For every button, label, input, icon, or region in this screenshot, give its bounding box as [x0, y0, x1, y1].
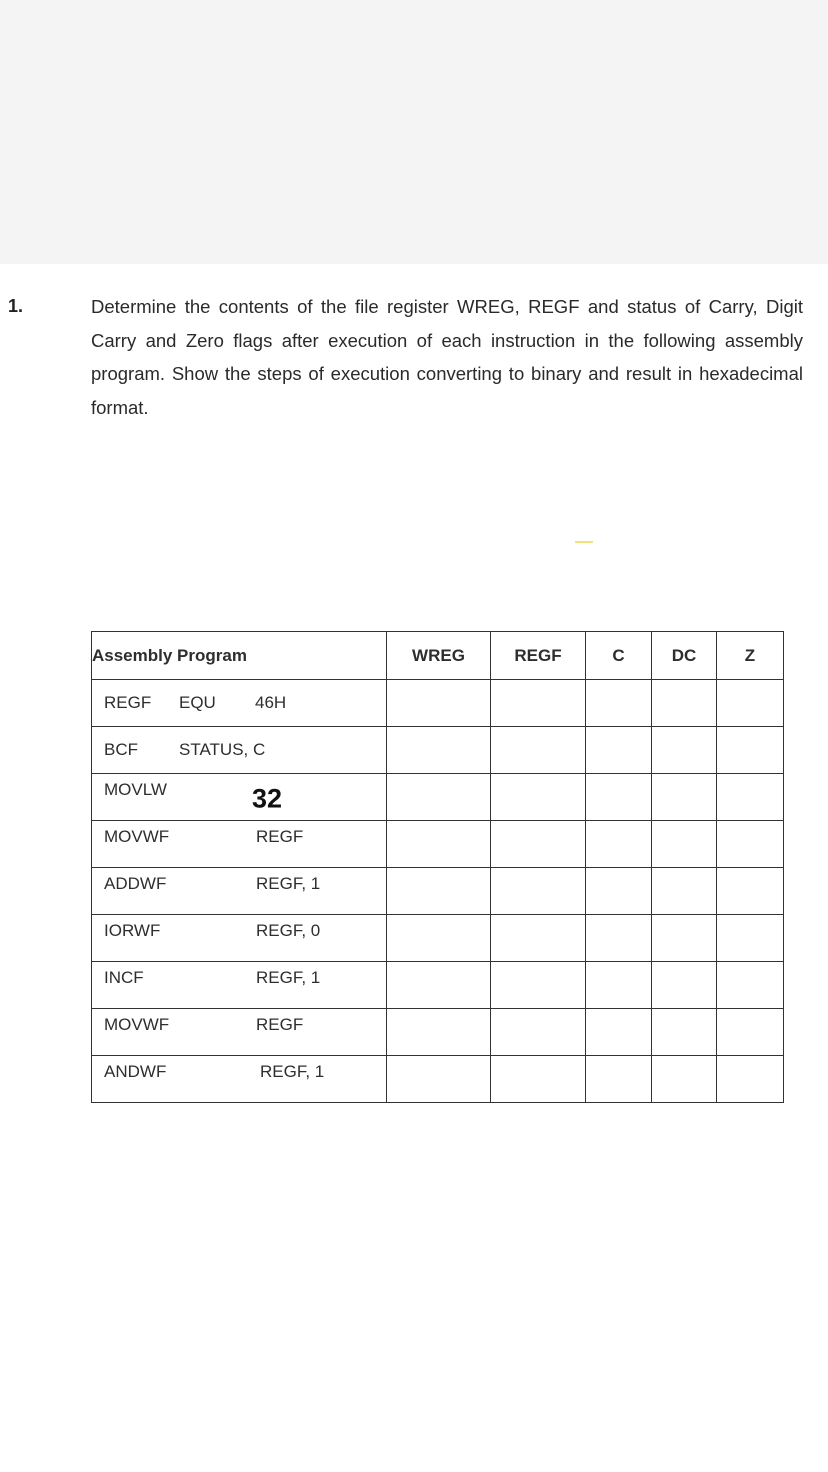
zero-cell[interactable] [717, 680, 784, 727]
wreg-cell[interactable] [387, 1056, 491, 1103]
header-digit-carry: DC [652, 632, 717, 680]
digit-carry-cell[interactable] [652, 774, 717, 821]
mnemonic: ADDWF [104, 873, 167, 893]
wreg-cell[interactable] [387, 727, 491, 774]
carry-cell[interactable] [586, 821, 652, 868]
zero-cell[interactable] [717, 962, 784, 1009]
wreg-cell[interactable] [387, 1009, 491, 1056]
program-cell [92, 868, 387, 915]
mnemonic: ANDWF [104, 1061, 167, 1081]
program-cell [92, 680, 387, 727]
zero-cell[interactable] [717, 1009, 784, 1056]
table-row [92, 1009, 784, 1056]
highlight-mark [575, 541, 593, 543]
mnemonic: INCF [104, 967, 144, 987]
zero-cell[interactable] [717, 821, 784, 868]
digit-carry-cell[interactable] [652, 1056, 717, 1103]
carry-cell[interactable] [586, 774, 652, 821]
table-row [92, 962, 784, 1009]
program-cell [92, 962, 387, 1009]
program-cell [92, 1056, 387, 1103]
header-carry: C [586, 632, 652, 680]
table-row [92, 727, 784, 774]
carry-cell[interactable] [586, 915, 652, 962]
table-row [92, 680, 784, 727]
table-row [92, 915, 784, 962]
operand: 32 [252, 783, 283, 814]
zero-cell[interactable] [717, 774, 784, 821]
header-regf: REGF [491, 632, 586, 680]
operand: REGF, 1 [256, 873, 321, 893]
header-wreg: WREG [387, 632, 491, 680]
digit-carry-cell[interactable] [652, 868, 717, 915]
blank-top-band [0, 0, 828, 264]
operand: REGF [256, 826, 304, 846]
carry-cell[interactable] [586, 1056, 652, 1103]
zero-cell[interactable] [717, 915, 784, 962]
regf-cell[interactable] [491, 821, 586, 868]
digit-carry-cell[interactable] [652, 821, 717, 868]
carry-cell[interactable] [586, 868, 652, 915]
regf-cell[interactable] [491, 727, 586, 774]
table-row [92, 821, 784, 868]
question-number: 1. [8, 296, 24, 316]
table-header-row [92, 632, 784, 680]
operand: REGF, 0 [256, 920, 321, 940]
mnemonic: MOVWF [104, 826, 170, 846]
program-cell [92, 727, 387, 774]
digit-carry-cell[interactable] [652, 1009, 717, 1056]
zero-cell[interactable] [717, 727, 784, 774]
operand: REGF [256, 1014, 304, 1034]
regf-cell[interactable] [491, 680, 586, 727]
digit-carry-cell[interactable] [652, 962, 717, 1009]
question-text: Determine the contents of the file register WREG, REGF and status of Carry, Digit Carry and Zero flags after execution of each instruction in the following assembly program. Show the steps of execution converting to binary and result in hexadecimal format. [91, 296, 803, 418]
operand: EQU [179, 693, 216, 712]
regf-cell[interactable] [491, 774, 586, 821]
regf-cell[interactable] [491, 962, 586, 1009]
mnemonic: BCF [104, 740, 138, 759]
equ-value: 46H [255, 693, 287, 712]
digit-carry-cell[interactable] [652, 680, 717, 727]
operand: STATUS, C [179, 740, 266, 759]
regf-cell[interactable] [491, 915, 586, 962]
regf-cell[interactable] [491, 1056, 586, 1103]
digit-carry-cell[interactable] [652, 727, 717, 774]
regf-cell[interactable] [491, 1009, 586, 1056]
program-cell [92, 821, 387, 868]
carry-cell[interactable] [586, 1009, 652, 1056]
wreg-cell[interactable] [387, 915, 491, 962]
header-zero: Z [717, 632, 784, 680]
program-cell [92, 774, 387, 821]
carry-cell[interactable] [586, 727, 652, 774]
table-row [92, 1056, 784, 1103]
carry-cell[interactable] [586, 680, 652, 727]
regf-cell[interactable] [491, 868, 586, 915]
wreg-cell[interactable] [387, 821, 491, 868]
operand: REGF, 1 [256, 967, 321, 987]
assembly-table [91, 631, 784, 1103]
header-assembly-program: Assembly Program [92, 632, 387, 680]
mnemonic: MOVLW [104, 779, 167, 799]
zero-cell[interactable] [717, 868, 784, 915]
table-row [92, 868, 784, 915]
mnemonic: IORWF [104, 920, 161, 940]
wreg-cell[interactable] [387, 774, 491, 821]
mnemonic: REGF [104, 693, 152, 712]
program-cell [92, 915, 387, 962]
mnemonic: MOVWF [104, 1014, 170, 1034]
wreg-cell[interactable] [387, 680, 491, 727]
wreg-cell[interactable] [387, 868, 491, 915]
wreg-cell[interactable] [387, 962, 491, 1009]
carry-cell[interactable] [586, 962, 652, 1009]
table-row [92, 774, 784, 821]
digit-carry-cell[interactable] [652, 915, 717, 962]
zero-cell[interactable] [717, 1056, 784, 1103]
program-cell [92, 1009, 387, 1056]
operand: REGF, 1 [260, 1061, 325, 1081]
